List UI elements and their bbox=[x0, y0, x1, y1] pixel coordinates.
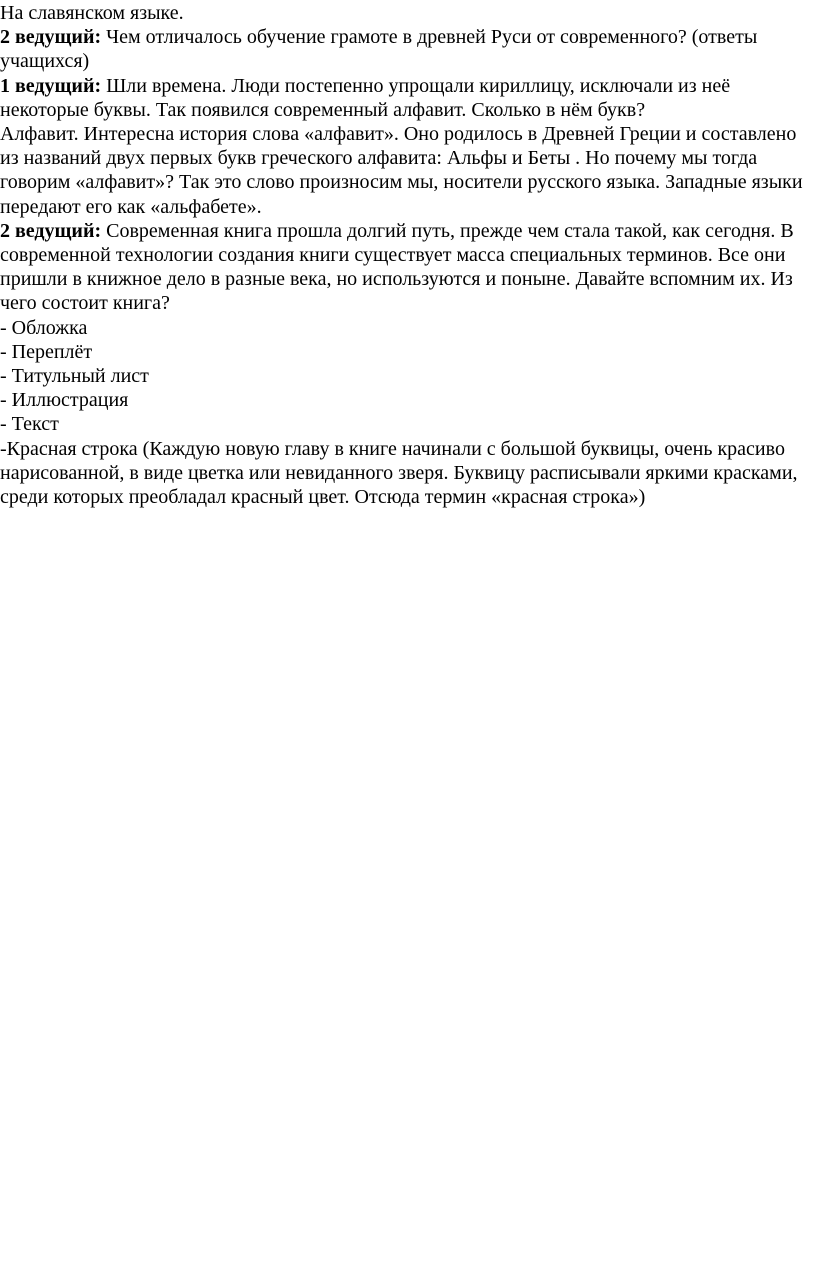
speaker-label: 1 ведущий: bbox=[0, 74, 102, 97]
book-parts-list bbox=[0, 316, 816, 510]
speaker-text: Шли времена. Люди постепенно упрощали кириллицу, исключали из неё некоторые буквы. Так появился современный алфавит. Сколько в нём букв? bbox=[0, 74, 731, 121]
list-item: - Текст bbox=[0, 413, 59, 436]
list-item: - Обложка bbox=[0, 316, 88, 339]
document-body bbox=[0, 1, 816, 509]
speaker-paragraph-1 bbox=[0, 25, 816, 73]
list-item: - Титульный лист bbox=[0, 365, 149, 388]
speaker-paragraph-3 bbox=[0, 219, 816, 316]
intro-line: На славянском языке. bbox=[0, 2, 184, 24]
list-item: - Переплёт bbox=[0, 340, 93, 363]
speaker-paragraph-2 bbox=[0, 74, 816, 122]
speaker-label: 2 ведущий: bbox=[0, 26, 102, 49]
list-item: -Красная строка (Каждую новую главу в книге начинали с большой буквицы, очень красиво нарисованной, в виде цветка или невиданного зверя. Буквицу расписывали яркими красками, среди которых преобладал красный цвет. Отсюда термин «красная строка») bbox=[0, 437, 798, 509]
list-item: - Иллюстрация bbox=[0, 389, 129, 412]
speaker-label: 2 ведущий: bbox=[0, 219, 102, 242]
speaker-text: Чем отличалось обучение грамоте в древней Руси от современного? (ответы учащихся) bbox=[0, 26, 758, 73]
speaker-text: Современная книга прошла долгий путь, прежде чем стала такой, как сегодня. В современной технологии создания книги существует масса специальных терминов. Все они пришли в книжное дело в разные века, но используются и поныне. Давайте вспомним их. Из чего состоит книга? bbox=[0, 219, 794, 315]
alphabet-paragraph: Алфавит. Интересна история слова «алфавит». Оно родилось в Древней Греции и составлено из названий двух первых букв греческого алфавита: Альфы и Беты . Но почему мы тогда говорим «алфавит»? Так это слово произносим мы, носители русского языка. Западные языки передают его как «альфабете». bbox=[0, 123, 803, 218]
